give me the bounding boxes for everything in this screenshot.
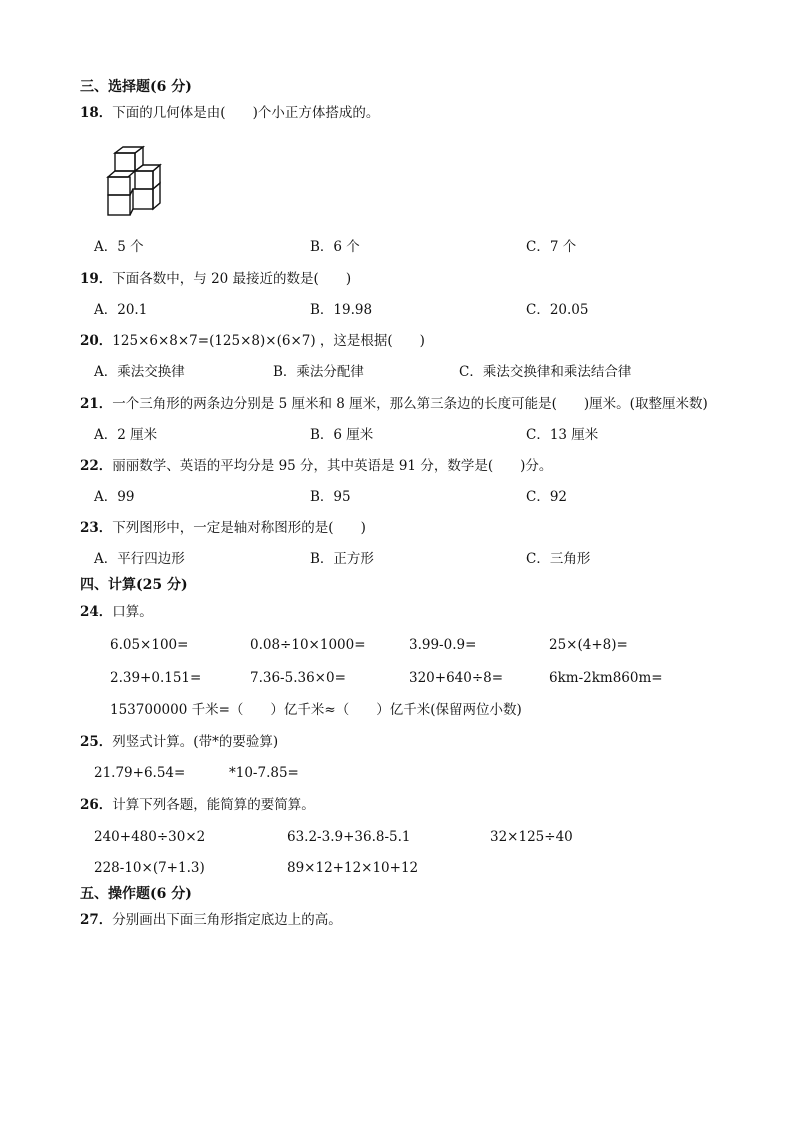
option-a[interactable]: A．5 个	[94, 239, 144, 255]
option-c[interactable]: C．7 个	[526, 239, 577, 255]
question-19	[80, 270, 351, 288]
option-b[interactable]: B．6 个	[310, 239, 360, 255]
question-text: 下面各数中，与 20 最接近的数是( )	[112, 271, 352, 287]
option-b[interactable]: B．乘法分配律	[273, 364, 364, 380]
simplify-calc-item: 32×125÷40	[490, 829, 573, 845]
question-text: 计算下列各题，能简算的要简算。	[112, 797, 315, 813]
option-c[interactable]: C．92	[526, 489, 568, 505]
question-number: 25．	[80, 734, 113, 750]
question-25	[80, 733, 278, 751]
option-b[interactable]: B．95	[310, 489, 351, 505]
vertical-calc-item: 21.79+6.54=	[94, 765, 186, 781]
section-title-operation: 五、操作题(6 分)	[80, 886, 192, 902]
vertical-calc-item: *10-7.85=	[229, 765, 299, 781]
mental-math-item: 320+640÷8=	[409, 670, 504, 686]
option-a[interactable]: A．平行四边形	[94, 551, 185, 567]
unit-conversion-item: 153700000 千米=（ ）亿千米≈（ ）亿千米(保留两位小数)	[110, 702, 522, 718]
option-a[interactable]: A．2 厘米	[94, 427, 158, 443]
question-20	[80, 332, 425, 350]
simplify-calc-item: 89×12+12×10+12	[287, 860, 419, 876]
question-number: 22．	[80, 458, 113, 474]
question-18	[80, 104, 379, 122]
section-title-choice: 三、选择题(6 分)	[80, 79, 192, 95]
question-21	[80, 395, 708, 413]
question-27	[80, 911, 342, 929]
mental-math-item: 0.08÷10×1000=	[250, 637, 366, 653]
section-title-calculation: 四、计算(25 分)	[80, 577, 188, 593]
simplify-calc-item: 228-10×(7+1.3)	[94, 860, 205, 876]
mental-math-item: 6.05×100=	[110, 637, 189, 653]
option-b[interactable]: B．6 厘米	[310, 427, 374, 443]
question-text: 下列图形中，一定是轴对称图形的是( )	[112, 520, 366, 536]
mental-math-item: 6km-2km860m=	[549, 670, 663, 686]
question-text: 列竖式计算。(带*的要验算)	[112, 734, 279, 750]
question-number: 27．	[80, 912, 113, 928]
option-b[interactable]: B．正方形	[310, 551, 374, 567]
mental-math-item: 7.36-5.36×0=	[250, 670, 346, 686]
option-c[interactable]: C．三角形	[526, 551, 591, 567]
question-number: 18．	[80, 105, 113, 121]
question-22	[80, 457, 552, 475]
option-a[interactable]: A．20.1	[94, 302, 148, 318]
question-number: 19．	[80, 271, 113, 287]
question-text: 下面的几何体是由( )个小正方体搭成的。	[112, 105, 380, 121]
question-text: 分别画出下面三角形指定底边上的高。	[112, 912, 342, 928]
option-b[interactable]: B．19.98	[310, 302, 373, 318]
question-text: 口算。	[112, 604, 153, 620]
question-number: 23．	[80, 520, 113, 536]
mental-math-item: 25×(4+8)=	[549, 637, 628, 653]
question-number: 21．	[80, 396, 113, 412]
simplify-calc-item: 240+480÷30×2	[94, 829, 206, 845]
stacked-cubes-figure	[105, 145, 163, 217]
simplify-calc-item: 63.2-3.9+36.8-5.1	[287, 829, 411, 845]
mental-math-item: 2.39+0.151=	[110, 670, 202, 686]
question-text: 一个三角形的两条边分别是 5 厘米和 8 厘米，那么第三条边的长度可能是( )厘米。(取整厘米数)	[112, 396, 708, 412]
mental-math-item: 3.99-0.9=	[409, 637, 477, 653]
question-24	[80, 603, 153, 621]
option-c[interactable]: C．乘法交换律和乘法结合律	[459, 364, 632, 380]
option-c[interactable]: C．20.05	[526, 302, 589, 318]
question-number: 24．	[80, 604, 113, 620]
question-26	[80, 796, 315, 814]
question-number: 26．	[80, 797, 113, 813]
question-text: 丽丽数学、英语的平均分是 95 分，其中英语是 91 分，数学是( )分。	[112, 458, 553, 474]
option-a[interactable]: A．乘法交换律	[94, 364, 185, 380]
option-a[interactable]: A．99	[94, 489, 135, 505]
option-c[interactable]: C．13 厘米	[526, 427, 599, 443]
question-text: 125×6×8×7=(125×8)×(6×7) ，这是根据( )	[112, 333, 425, 349]
question-number: 20．	[80, 333, 113, 349]
question-23	[80, 519, 366, 537]
